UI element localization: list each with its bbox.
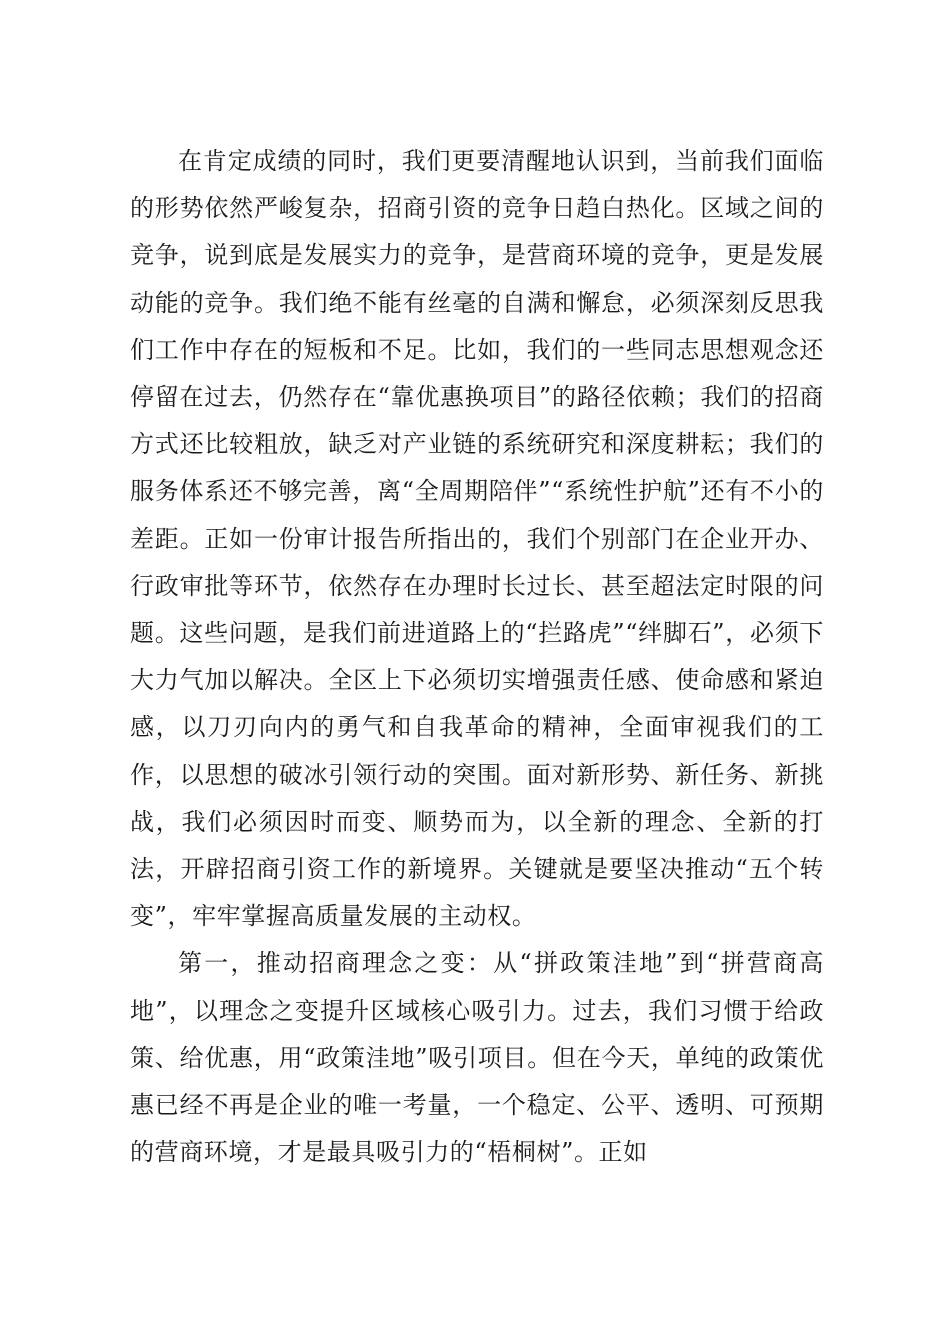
document-body (130, 138, 824, 1176)
paragraph-first-transformation: 第一，推动招商理念之变：从“拼政策洼地”到“拼营商高地”，以理念之变提升区域核心吸引力。过去，我们习惯于给政策、给优惠，用“政策洼地”吸引项目。但在今天，单纯的政策优惠已经不再是企业的唯一考量，一个稳定、公平、透明、可预期的营商环境，才是最具吸引力的“梧桐树”。正如 (130, 949, 824, 1167)
paragraph-current-challenges: 在肯定成绩的同时，我们更要清醒地认识到，当前我们面临的形势依然严峻复杂，招商引资的竞争日趋白热化。区域之间的竞争，说到底是发展实力的竞争，是营商环境的竞争，更是发展动能的竞争。我们绝不能有丝毫的自满和懈怠，必须深刻反思我们工作中存在的短板和不足。比如，我们的一些同志思想观念还停留在过去，仍然存在“靠优惠换项目”的路径依赖；我们的招商方式还比较粗放，缺乏对产业链的系统研究和深度耕耘；我们的服务体系还不够完善，离“全周期陪伴”“系统性护航”还有不小的差距。正如一份审计报告所指出的，我们个别部门在企业开办、行政审批等环节，依然存在办理时长过长、甚至超法定时限的问题。这些问题，是我们前进道路上的“拦路虎”“绊脚石”，必须下大力气加以解决。全区上下必须切实增强责任感、使命感和紧迫感，以刀刃向内的勇气和自我革命的精神，全面审视我们的工作，以思想的破冰引领行动的突围。面对新形势、新任务、新挑战，我们必须因时而变、顺势而为，以全新的理念、全新的打法，开辟招商引资工作的新境界。关键就是要坚决推动“五个转变”，牢牢掌握高质量发展的主动权。 (130, 147, 824, 931)
